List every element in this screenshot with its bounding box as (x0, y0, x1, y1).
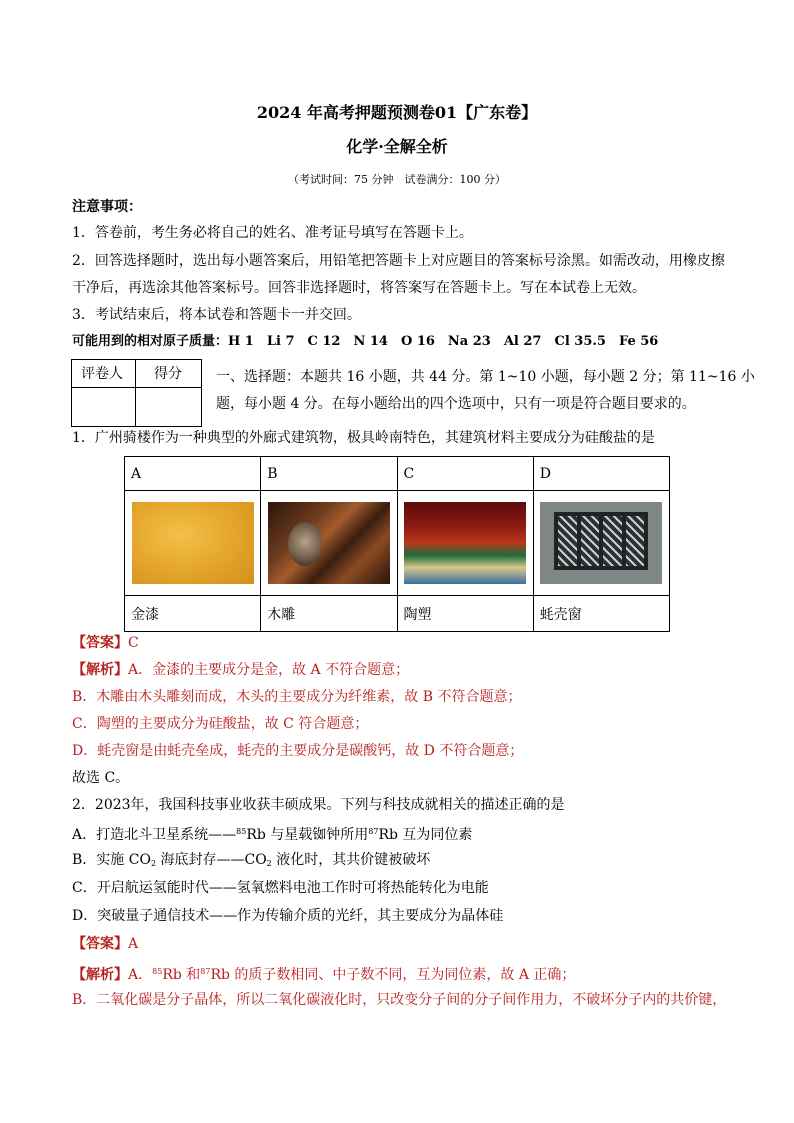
question-2-option-a: A．打造北斗卫星系统——$^{85}$Rb 与星载铷钟所用$^{87}$Rb 互为同位素 (72, 827, 473, 843)
notice-item: 1．答卷前，考生务必将自己的姓名、准考证号填写在答题卡上。 (72, 225, 473, 241)
section-heading-line: 题，每小题 4 分。在每小题给出的四个选项中，只有一项是符合题目要求的。 (216, 396, 696, 412)
analysis-line (72, 963, 575, 984)
answer-label: 【答案】 (72, 936, 128, 952)
analysis-text: A．$^{85}$Rb 和$^{87}$Rb 的质子数相同、中子数不同，互为同位素，故 A 正确； (128, 967, 576, 983)
paper-subtitle: 化学·全解全析 (346, 137, 448, 156)
answer-line (72, 634, 139, 652)
option-letter: C (397, 457, 533, 491)
analysis-label: 【解析】 (72, 662, 128, 678)
notice-item: 3．考试结束后，将本试卷和答题卡一并交回。 (72, 307, 361, 323)
analysis-label: 【解析】 (72, 967, 128, 983)
option-text: 木雕 (261, 596, 397, 632)
analysis-text: B．木雕由木头雕刻而成，木头的主要成分为纤维素，故 B 不符合题意； (72, 689, 522, 705)
section-heading-line: 一、选择题：本题共 16 小题，共 44 分。第 1~10 小题，每小题 2 分；第 11~16 小 (216, 369, 755, 385)
atomic-masses: 可能用到的相对原子质量：H 1 Li 7 C 12 N 14 O 16 Na 23 Al 27 Cl 35.5 Fe 56 (72, 334, 659, 349)
score-label: 得分 (154, 366, 182, 382)
option-letter: D (533, 457, 669, 491)
option-text: 陶塑 (397, 596, 533, 632)
notice-item: 干净后，再选涂其他答案标号。回答非选择题时，将答案写在答题卡上。写在本试卷上无效。 (72, 280, 646, 296)
answer-value: C (128, 635, 139, 651)
analysis-text: D．蚝壳窗是由蚝壳垒成，蚝壳的主要成分是碳酸钙，故 D 不符合题意； (72, 743, 524, 759)
gold-lacquer-image (132, 502, 254, 584)
notice-heading: 注意事项： (72, 199, 142, 215)
option-text: 蚝壳窗 (533, 596, 669, 632)
answer-value: A (128, 936, 139, 952)
notice-item: 2．回答选择题时，选出每小题答案后，用铅笔把答题卡上对应题目的答案标号涂黑。如需改动，用橡皮擦 (72, 253, 725, 269)
option-letter: B (261, 457, 397, 491)
answer-label: 【答案】 (72, 635, 128, 651)
question-2-option-b: B．实施 $CO_2$ 海底封存$——CO_2$ 液化时，其共价键被破坏 (72, 852, 431, 868)
pottery-sculpture-image (404, 502, 526, 584)
analysis-text: C．陶塑的主要成分为硅酸盐，故 C 符合题意； (72, 716, 369, 732)
question-2-stem: 2．2023年，我国科技事业收获丰硕成果。下列与科技成就相关的描述正确的是 (72, 797, 565, 813)
question-1-options-table (124, 456, 670, 632)
question-1-stem: 1．广州骑楼作为一种典型的外廊式建筑物，极具岭南特色，其建筑材料主要成分为硅酸盐的是 (72, 430, 655, 446)
grader-label: 评卷人 (81, 366, 123, 382)
analysis-text: B．二氧化碳是分子晶体，所以二氧化碳液化时，只改变分子间的分子间作用力，不破坏分子内的共价键， (72, 992, 727, 1008)
wood-carving-image (268, 502, 390, 584)
oyster-shell-window-image (540, 502, 662, 584)
answer-line (72, 935, 138, 953)
question-2-option-d: D．突破量子通信技术——作为传输介质的光纤，其主要成分为晶体硅 (72, 908, 504, 924)
analysis-line (72, 661, 409, 679)
question-2-option-c: C．开启航运氢能时代——氢氧燃料电池工作时可将热能转化为电能 (72, 880, 489, 896)
grading-box (71, 359, 202, 427)
option-letter: A (125, 457, 261, 491)
exam-info: （考试时间：75 分钟 试卷满分：100 分） (288, 173, 506, 186)
paper-title: 2024 年高考押题预测卷01【广东卷】 (256, 103, 538, 122)
conclusion-text: 故选 C。 (72, 770, 130, 786)
analysis-text: A．金漆的主要成分是金，故 A 不符合题意； (128, 662, 410, 678)
option-text: 金漆 (125, 596, 261, 632)
